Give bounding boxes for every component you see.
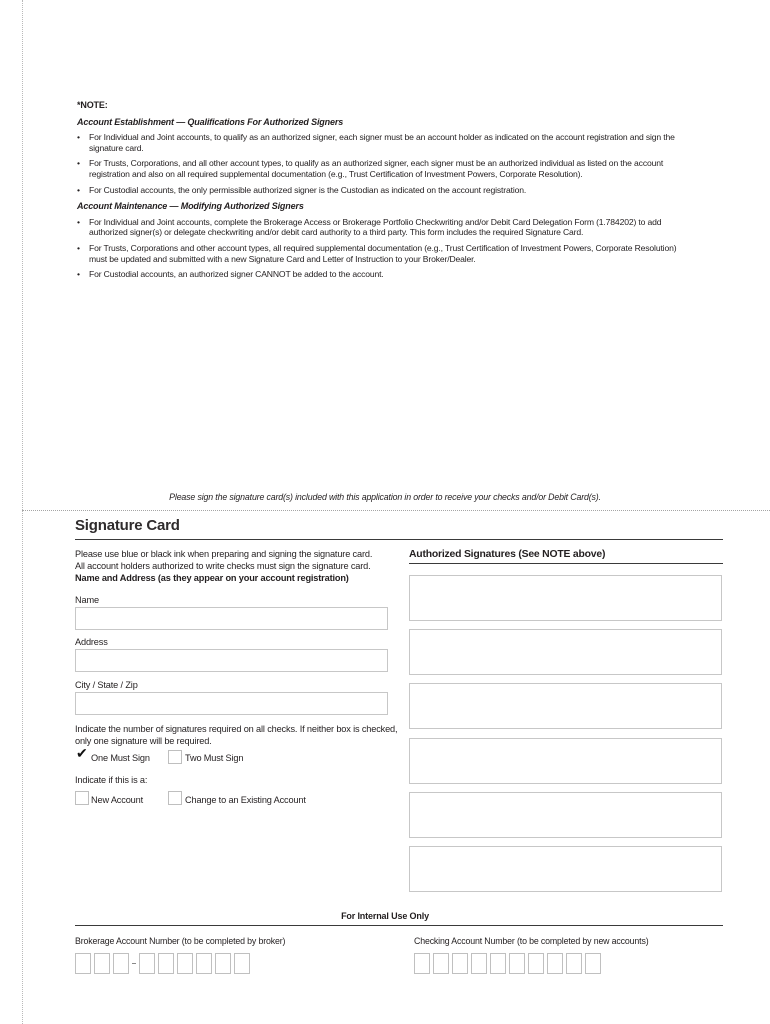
two-must-sign-label: Two Must Sign [185,753,244,763]
digit-box[interactable] [75,953,91,974]
list-item: • For Custodial accounts, an authorized signer CANNOT be added to the account. [77,269,682,280]
change-account-checkbox[interactable] [168,791,182,805]
establishment-list [77,132,682,195]
signature-card-intro [75,549,410,584]
sign-instruction: Please sign the signature card(s) included with this application in order to receive your checks and/or Debit Card(s). [169,492,601,502]
signatures-required-text: Indicate the number of signatures required on all checks. If neither box is checked, only one signature will be required. [75,724,398,746]
digit-box[interactable] [528,953,544,974]
signature-box-2[interactable] [409,629,722,675]
intro-name-address: Name and Address (as they appear on your account registration) [75,572,349,583]
signature-box-1[interactable] [409,575,722,621]
digit-box[interactable] [585,953,601,974]
digit-box[interactable] [215,953,231,974]
internal-rule [75,925,723,926]
digit-box[interactable] [414,953,430,974]
check-icon: ✔ [76,745,88,761]
city-state-zip-input[interactable] [75,692,388,715]
authorized-rule [409,563,723,564]
brokerage-account-digits [75,953,253,974]
two-must-sign-checkbox[interactable] [168,750,182,764]
cut-edge-left [22,0,23,1024]
signature-box-5[interactable] [409,792,722,838]
indicate-label: Indicate if this is a: [75,775,148,785]
signature-box-3[interactable] [409,683,722,729]
address-label: Address [75,637,108,647]
digit-box[interactable] [433,953,449,974]
digit-box[interactable] [547,953,563,974]
digit-box[interactable] [94,953,110,974]
digit-box[interactable] [158,953,174,974]
signature-box-4[interactable] [409,738,722,784]
signature-card-title: Signature Card [75,517,180,534]
list-item: • For Custodial accounts, the only permissible authorized signer is the Custodian as indicated on the account registration. [77,185,682,196]
note-section [77,100,682,286]
digit-box[interactable] [177,953,193,974]
name-label: Name [75,595,99,605]
digit-box[interactable] [196,953,212,974]
new-account-checkbox[interactable] [75,791,89,805]
name-input[interactable] [75,607,388,630]
intro-line-2: All account holders authorized to write checks must sign the signature card. [75,560,371,571]
change-account-label: Change to an Existing Account [185,795,306,805]
internal-use-heading: For Internal Use Only [341,911,429,921]
city-state-zip-label: City / State / Zip [75,680,138,690]
establishment-heading: Account Establishment — Qualifications For Authorized Signers [77,116,344,127]
maintenance-list [77,217,682,280]
signature-box-6[interactable] [409,846,722,892]
list-item: • For Individual and Joint accounts, complete the Brokerage Access or Brokerage Portfolio Checkwriting and/or Debit Card Delegation Form (1.784202) to add authorized signer(s) or delegate checkwriting and/or debit card authority to a third party. This form includes the required Signature Card. [77,217,682,238]
maintenance-heading: Account Maintenance — Modifying Authorized Signers [77,201,304,212]
list-item: • For Trusts, Corporations, and all other account types, to qualify as an authorized signer, each signer must be an authorized individual as listed on the account registration and also on all required supplemental documentation (e.g., Trust Certification of Investment Powers, Corporate Resolution). [77,158,682,179]
brokerage-account-label: Brokerage Account Number (to be completed by broker) [75,936,286,946]
digit-box[interactable] [113,953,129,974]
cut-line [22,510,770,511]
digit-box[interactable] [452,953,468,974]
digit-box[interactable] [471,953,487,974]
list-item: • For Individual and Joint accounts, to qualify as an authorized signer, each signer must be an account holder as indicated on the account registration and sign the signature card. [77,132,682,153]
checking-account-digits [414,953,604,974]
intro-line-1: Please use blue or black ink when preparing and signing the signature card. [75,549,373,559]
digit-box[interactable] [234,953,250,974]
new-account-label: New Account [91,795,143,805]
title-rule [75,539,723,540]
address-input[interactable] [75,649,388,672]
authorized-signatures-heading: Authorized Signatures (See NOTE above) [409,549,606,560]
one-must-sign-checkbox[interactable] [75,745,89,764]
digit-box[interactable] [139,953,155,974]
digit-box[interactable] [490,953,506,974]
list-item: • For Trusts, Corporations and other account types, all required supplemental documentation (e.g., Trust Certification of Investment Powers, Corporate Resolution) must be updated and submitted with a new Signature Card and Letter of Instruction to your Broker/Dealer. [77,243,682,264]
checking-account-label: Checking Account Number (to be completed by new accounts) [414,936,649,946]
one-must-sign-label: One Must Sign [91,753,150,763]
digit-box[interactable] [509,953,525,974]
digit-box[interactable] [566,953,582,974]
separator-dash [132,963,136,964]
note-title: *NOTE: [77,100,108,110]
